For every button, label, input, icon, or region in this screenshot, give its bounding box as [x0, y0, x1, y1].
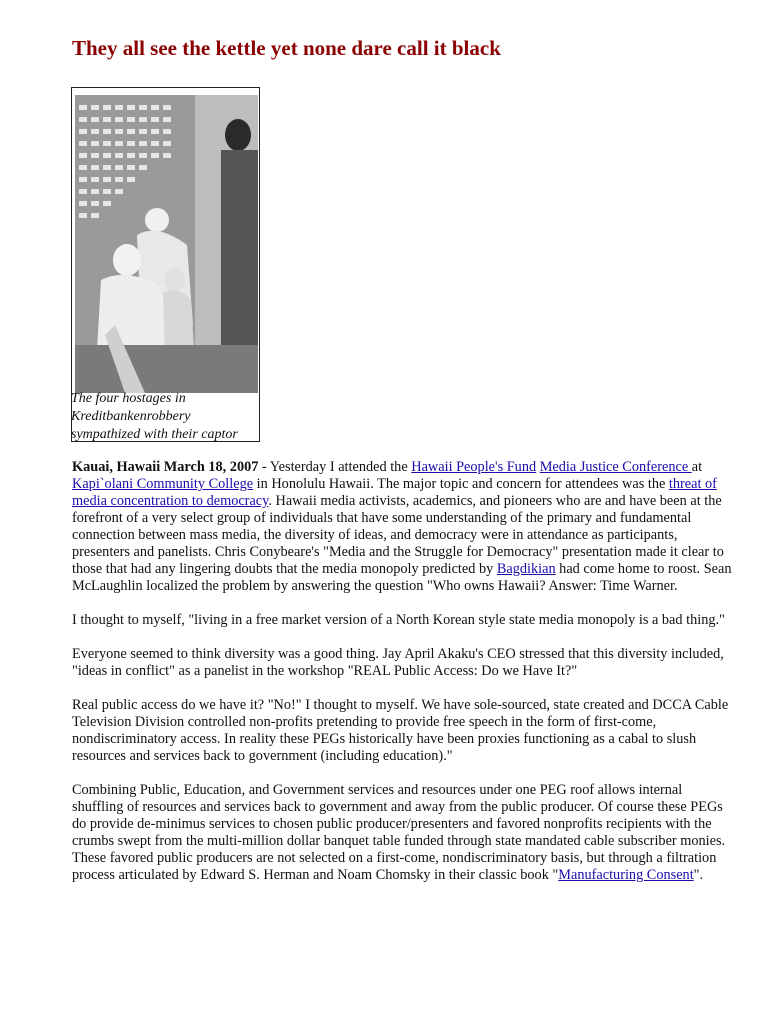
caption-line: Kreditbankenrobbery [71, 409, 191, 424]
link-bagdikian[interactable]: Bagdikian [496, 561, 556, 577]
paragraph [72, 782, 736, 884]
article-body [72, 459, 736, 901]
page-title: They all see the kettle yet none dare call it black [72, 36, 501, 60]
paragraph: Real public access do we have it? "No!" I thought to myself. We have sole-sourced, state created and DCCA Cable Television Division controlled non-profits pretending to provide free speech in the form of first-come, nondiscriminatory access. In reality these PEGs historically have been proxies functioning as a cabal to slush resources and services back to government (including education)." [72, 697, 729, 764]
caption-line: The four hostages in [71, 391, 186, 406]
text-run: had come home to roost. Sean McLaughlin localized the problem by answering the question "Who owns Hawaii? Answer: Time Warner. [72, 561, 732, 594]
text-run: in Honolulu Hawaii. The major topic and concern for attendees was the [253, 476, 669, 492]
text-run: . Hawaii media activists, academics, and pioneers who are and have been at the forefront of a very select group of individuals that have some understanding of the primary and fundamental connection between mass media, the diversity of ideas, and democracy were in attendance as participants, presenters and panelists. Chris Conybeare's "Media and the Struggle for Democracy" presentation made it clear to those that had any lingering doubts that the media monopoly predicted by [72, 493, 724, 577]
dateline: Kauai, Hawaii March 18, 2007 [72, 459, 259, 475]
paragraph: Everyone seemed to think diversity was a good thing. Jay April Akaku's CEO stressed that this diversity included, "ideas in conflict" as a panelist in the workshop "REAL Public Access: Do we Have It?" [72, 646, 724, 679]
hostages-photo [75, 95, 258, 393]
photo-figure [71, 87, 260, 442]
paragraph [72, 459, 736, 595]
text-run: - Yesterday I attended the [258, 459, 412, 475]
caption-line: sympathized with their captor [71, 427, 238, 442]
text-run: ". [693, 867, 704, 883]
photo-caption [71, 390, 260, 444]
paragraph: I thought to myself, "living in a free market version of a North Korean style state media monopoly is a bad thing." [72, 612, 725, 628]
link-manufacturing-consent[interactable]: Manufacturing Consent [558, 867, 694, 883]
link-threat-media-concentration[interactable]: threat of media concentration to democracy [72, 476, 717, 509]
link-hawaii-peoples-fund[interactable]: Hawaii People's Fund [411, 459, 537, 475]
link-kapiolani-community-college[interactable]: Kapi`olani Community College [72, 476, 254, 492]
text-run: Combining Public, Education, and Government services and resources under one PEG roof allows internal shuffling of resources and services back to government and away from the public producer. Of course these PEGs do provide de-minimus services to chosen public producer/presenters and favored nonprofits recipients with the crumbs swept from the multi-million dollar banquet table funded through state mandated cable subscriber monies. These favored public producers are not selected on a first-come, nondiscriminatory basis, but through a filtration process articulated by Edward S. Herman and Noam Chomsky in their classic book " [72, 782, 726, 883]
photo-image [75, 95, 258, 393]
text-run: at [691, 459, 703, 475]
link-media-justice-conference[interactable]: Media Justice Conference [539, 459, 692, 475]
